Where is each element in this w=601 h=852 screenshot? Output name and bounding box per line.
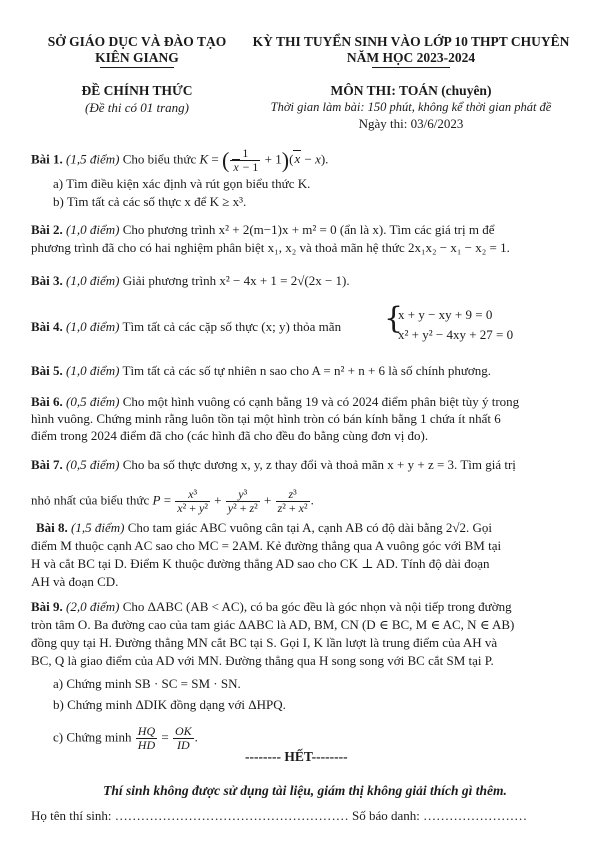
pages-note: (Đề thi có 01 trang) bbox=[85, 100, 189, 115]
problem-7-line2: nhỏ nhất của biểu thức P = $\frac{\text{x³}}{\text{x² + y²}}$ + $\frac{\text{y³}}{\text{y² + z²}}$ + $\frac{\text{z³}}{\text{z² + x²}}$ . bbox=[31, 487, 314, 515]
problem-9: Bài 9. (2,0 điểm) Cho ΔABC (AB < AC), có ba góc đều là góc nhọn và nội tiếp trong đường bbox=[31, 599, 512, 614]
problem-5: Bài 5. (1,0 điểm) Tìm tất cả các số tự nhiên n sao cho A = n² + n + 6 là số chính phương. bbox=[31, 363, 492, 378]
problem-2-line2: phương trình đã cho có hai nghiệm phân biệt x₁, x₂ và thoả mãn hệ thức 2x₁x₂ − x₁ − x₂ = 1. bbox=[31, 240, 510, 255]
header-underline-right bbox=[372, 67, 450, 68]
end-marker: -------- HẾT-------- bbox=[245, 749, 348, 764]
school-year: NĂM HỌC 2023-2024 bbox=[346, 50, 476, 65]
problem-3: Bài 3. (1,0 điểm) Giải phương trình x² − 4x + 1 = 2√(2x − 1). bbox=[31, 273, 350, 288]
exam-date: Ngày thi: 03/6/2023 bbox=[358, 116, 464, 131]
problem-9-line3: đồng quy tại H. Đường thẳng MN cắt BC tại S. Gọi I, K lần lượt là trung điểm của AH và bbox=[31, 635, 498, 650]
problem-9-line2: tròn tâm O. Ba đường cao của tam giác ΔABC là AD, BM, CN (D ∈ BC, M ∈ AC, N ∈ AB) bbox=[31, 617, 515, 632]
problem-9-line4: BC, Q là giao điểm của AD với MN. Đường thẳng qua H song song với BC cắt SM tại P. bbox=[31, 653, 494, 668]
footer-note: Thí sinh không được sử dụng tài liệu, giám thị không giải thích gì thêm. bbox=[103, 783, 507, 798]
problem-1b: b) Tìm tất cả các số thực x để K ≥ x³. bbox=[53, 194, 247, 209]
problem-1: Bài 1. (1,5 điểm) Cho biểu thức K = ( $\frac{1}{x - 1}$ + 1)(x − x). bbox=[31, 146, 329, 174]
problem-7: Bài 7. (0,5 điểm) Cho ba số thực dương x, y, z thay đổi và thoả mãn x + y + z = 3. Tìm giá trị bbox=[31, 457, 516, 472]
candidate-info-line: Họ tên thí sinh: ……………………………………………… Số báo danh: …………………… bbox=[31, 808, 528, 823]
problem-8-line3: H và cắt BC tại D. Điểm K thuộc đường thẳng AD sao cho CK ⊥ AD. Tính độ dài đoạn bbox=[31, 556, 490, 571]
problem-6: Bài 6. (0,5 điểm) Cho một hình vuông có cạnh bằng 19 và có 2024 điểm phân biệt tùy ý trong bbox=[31, 394, 520, 409]
department-name: SỞ GIÁO DỤC VÀ ĐÀO TẠO bbox=[47, 34, 227, 49]
problem-8-line4: AH và đoạn CD. bbox=[31, 574, 119, 589]
province-name: KIÊN GIANG bbox=[95, 50, 179, 65]
problem-9a: a) Chứng minh SB · SC = SM · SN. bbox=[53, 676, 241, 691]
problem-6-line3: điểm trong 2024 điểm đã cho (các hình đã cho đều đo bằng cùng đơn vị đo). bbox=[31, 428, 429, 443]
problem-8-line2: điểm M thuộc cạnh AC sao cho MC = 2AM. Kẻ đường thẳng qua A vuông góc với BM tại bbox=[31, 538, 502, 553]
problem-2: Bài 2. (1,0 điểm) Cho phương trình x² + 2(m−1)x + m² = 0 (ẩn là x). Tìm các giá trị m để bbox=[31, 222, 495, 237]
problem-6-line2: hình vuông. Chứng minh rằng luôn tồn tại một hình tròn có bán kính bằng 1 chứa ít nhất 6 bbox=[31, 411, 501, 426]
header-underline-left bbox=[100, 67, 174, 68]
problem-1a: a) Tìm điều kiện xác định và rút gọn biểu thức K. bbox=[53, 176, 311, 191]
problem-9c: c) Chứng minh $\frac{HQ}{HD}$ = $\frac{OK}{ID}$ . bbox=[53, 724, 198, 752]
exam-title: KỲ THI TUYỂN SINH VÀO LỚP 10 THPT CHUYÊN bbox=[252, 34, 570, 49]
problem-4-eq2: x² + y² − 4xy + 27 = 0 bbox=[398, 327, 514, 342]
time-note: Thời gian làm bài: 150 phút, không kể thời gian phát đề bbox=[270, 100, 552, 114]
official-label: ĐỀ CHÍNH THỨC bbox=[81, 83, 193, 98]
subject-title: MÔN THI: TOÁN (chuyên) bbox=[330, 83, 492, 98]
problem-9b: b) Chứng minh ΔDIK đồng dạng với ΔHPQ. bbox=[53, 697, 286, 712]
system-brace: { bbox=[384, 301, 404, 336]
problem-8: Bài 8. (1,5 điểm) Cho tam giác ABC vuông cân tại A, cạnh AB có độ dài bằng 2√2. Gọi bbox=[36, 520, 492, 535]
problem-4: Bài 4. (1,0 điểm) Tìm tất cả các cặp số thực (x; y) thỏa mãn bbox=[31, 319, 342, 334]
problem-4-eq1: x + y − xy + 9 = 0 bbox=[398, 307, 493, 322]
